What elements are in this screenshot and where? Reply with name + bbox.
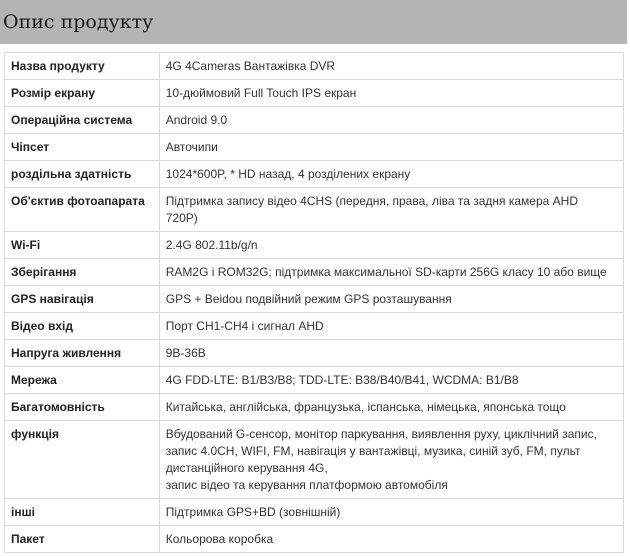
table-row xyxy=(5,134,624,161)
spec-value xyxy=(159,313,623,340)
spec-value-line: 4G FDD-LTE: B1/B3/B8; TDD-LTE: B38/B40/B41, WCDMA: B1/B8 xyxy=(165,373,519,387)
spec-value xyxy=(159,499,623,526)
table-row xyxy=(5,107,624,134)
table-row xyxy=(5,232,624,259)
spec-value-line: запис 4.0CH, WIFI, FM, навігація у вантажівці, музика, синій зуб, FM, пульт xyxy=(165,444,581,458)
spec-value-line: Китайська, англійська, французька, іспанська, німецька, японська тощо xyxy=(165,400,566,414)
spec-value-line: дистанційного керування 4G, xyxy=(165,461,328,475)
spec-value-line: Авточипи xyxy=(165,140,218,154)
spec-value xyxy=(159,259,623,286)
spec-value xyxy=(159,134,623,161)
table-row xyxy=(5,499,624,526)
spec-label: Багатомовність xyxy=(5,394,160,421)
spec-value-line: Android 9.0 xyxy=(165,113,228,127)
spec-value-line: Порт CH1-CH4 і сигнал AHD xyxy=(165,319,324,333)
spec-label: Пакет xyxy=(5,526,160,553)
spec-label: Напруга живлення xyxy=(5,340,160,367)
spec-label: роздільна здатність xyxy=(5,161,160,188)
spec-value-line: 9В-36В xyxy=(165,346,206,360)
spec-value-line: Вбудований G-сенсор, монітор паркування, виявлення руху, циклічний запис, xyxy=(165,427,597,441)
table-row xyxy=(5,188,624,232)
spec-label: Назва продукту xyxy=(5,53,160,80)
spec-value xyxy=(159,80,623,107)
spec-value-line: 720P) xyxy=(165,211,198,225)
spec-label: GPS навігація xyxy=(5,286,160,313)
spec-value-line: 1024*600P, * HD назад, 4 розділених екрану xyxy=(165,167,411,181)
spec-label: Мережа xyxy=(5,367,160,394)
spec-label: функція xyxy=(5,421,160,499)
table-row xyxy=(5,340,624,367)
spec-value-line: Кольорова коробка xyxy=(165,532,274,546)
spec-label: Wi-Fi xyxy=(5,232,160,259)
spec-label: інші xyxy=(5,499,160,526)
table-row xyxy=(5,421,624,499)
page-title: Опис продукту xyxy=(0,0,627,44)
spec-label: Зберігання xyxy=(5,259,160,286)
spec-value-line: запис відео та керування платформою автомобіля xyxy=(165,478,448,492)
spec-value xyxy=(159,394,623,421)
spec-label: Розмір екрану xyxy=(5,80,160,107)
table-row xyxy=(5,80,624,107)
spec-value xyxy=(159,340,623,367)
table-row xyxy=(5,394,624,421)
table-row xyxy=(5,526,624,553)
spec-label: Відео вхід xyxy=(5,313,160,340)
spec-value-line: RAM2G і ROM32G; підтримка максимальної SD-карти 256G класу 10 або вище xyxy=(165,265,607,279)
spec-value-line: 2.4G 802.11b/g/n xyxy=(165,238,258,252)
spec-value xyxy=(159,53,623,80)
spec-value-line: 10-дюймовий Full Touch IPS екран xyxy=(165,86,357,100)
spec-value-line: GPS + Beidou подвійний режим GPS розташування xyxy=(165,292,452,306)
spec-value xyxy=(159,107,623,134)
spec-value-line: 4G 4Cameras Вантажівка DVR xyxy=(165,59,336,73)
spec-label: Чіпсет xyxy=(5,134,160,161)
spec-value xyxy=(159,421,623,499)
table-row xyxy=(5,259,624,286)
spec-table xyxy=(4,52,624,553)
table-row xyxy=(5,53,624,80)
table-row xyxy=(5,161,624,188)
table-row xyxy=(5,313,624,340)
spec-value xyxy=(159,232,623,259)
spec-value xyxy=(159,161,623,188)
spec-value xyxy=(159,286,623,313)
table-row xyxy=(5,367,624,394)
spec-label: Операційна система xyxy=(5,107,160,134)
spec-label: Об'єктив фотоапарата xyxy=(5,188,160,232)
spec-value xyxy=(159,526,623,553)
spec-value-line: Підтримка GPS+BD (зовнішній) xyxy=(165,505,341,519)
table-row xyxy=(5,286,624,313)
spec-value xyxy=(159,367,623,394)
spec-value-line: Підтримка запису відео 4CHS (передня, права, ліва та задня камера AHD xyxy=(165,194,578,208)
spec-value xyxy=(159,188,623,232)
